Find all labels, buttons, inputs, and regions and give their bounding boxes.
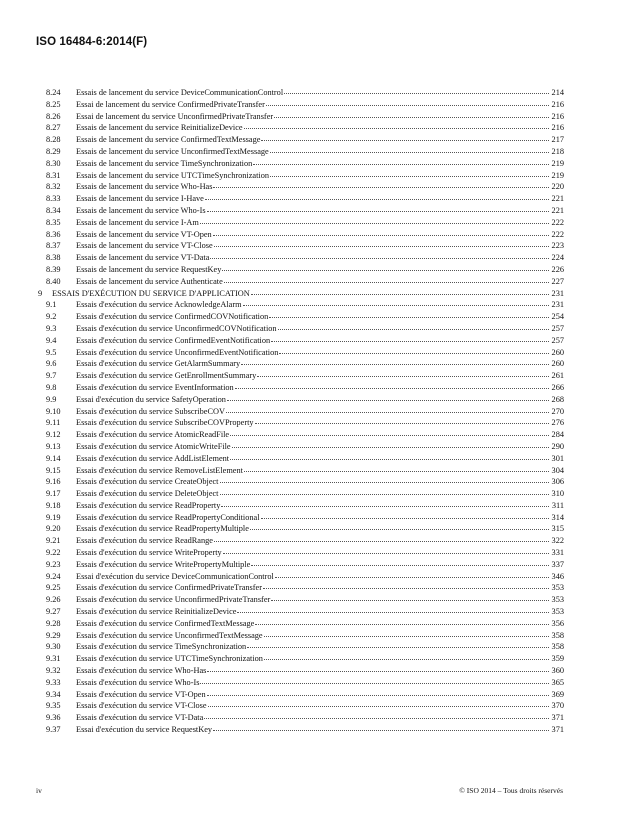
toc-entry-number: 9.2 xyxy=(46,312,57,322)
toc-entry-number: 9.25 xyxy=(46,583,61,593)
toc-entry-title: Essais d'exécution du service WritePropertyMultiple xyxy=(76,559,251,569)
toc-entry-page: 260 xyxy=(551,347,564,357)
toc-entry-number: 9.27 xyxy=(46,607,61,617)
toc-entry-title: Essais d'exécution du service UnconfirmedPrivateTransfer xyxy=(76,595,271,605)
toc-entry-page: 266 xyxy=(551,382,564,392)
toc-entry-number: 8.40 xyxy=(46,276,61,286)
toc-entry[interactable] xyxy=(46,723,564,735)
toc-entry-page: 314 xyxy=(551,512,564,522)
toc-entry-number: 9.30 xyxy=(46,642,61,652)
toc-entry-page: 216 xyxy=(551,123,564,133)
toc-entry-page: 231 xyxy=(551,300,564,310)
toc-entry-number: 8.27 xyxy=(46,123,61,133)
toc-entry-number: 8.33 xyxy=(46,194,61,204)
document-header: ISO 16484-6:2014(F) xyxy=(36,36,148,48)
toc-entry-title: Essais d'exécution du service Who-Is xyxy=(76,677,200,687)
toc-entry-number: 9.34 xyxy=(46,689,61,699)
toc-leader-dots xyxy=(263,580,549,589)
toc-entry-number: 9.28 xyxy=(46,618,61,628)
toc-entry-number: 8.31 xyxy=(46,170,61,180)
toc-entry-number: 9.13 xyxy=(46,441,61,451)
toc-leader-dots xyxy=(210,250,549,259)
toc-entry-number: 9.17 xyxy=(46,489,61,499)
toc-leader-dots xyxy=(207,687,549,696)
toc-entry-page: 370 xyxy=(551,701,564,711)
toc-entry-page: 284 xyxy=(551,430,564,440)
toc-entry-title: Essais d'exécution du service EventInformation xyxy=(76,382,234,392)
toc-entry-page: 222 xyxy=(551,217,564,227)
toc-leader-dots xyxy=(200,675,549,684)
toc-leader-dots xyxy=(247,639,549,648)
toc-entry-page: 220 xyxy=(551,182,564,192)
toc-entry-title: Essais d'exécution du service UnconfirmedEventNotification xyxy=(76,347,279,357)
toc-entry-page: 257 xyxy=(551,323,564,333)
toc-entry-page: 360 xyxy=(551,666,564,676)
toc-entry-page: 358 xyxy=(551,642,564,652)
table-of-contents xyxy=(38,86,564,735)
toc-leader-dots xyxy=(208,698,549,707)
toc-entry-title: Essais d'exécution du service SubscribeCOV xyxy=(76,406,225,416)
toc-leader-dots xyxy=(200,215,549,224)
toc-entry-number: 8.38 xyxy=(46,253,61,263)
toc-entry-page: 268 xyxy=(551,394,564,404)
toc-entry-page: 306 xyxy=(551,477,564,487)
toc-entry-title: Essais de lancement du service UnconfirmedTextMessage xyxy=(76,146,269,156)
toc-leader-dots xyxy=(207,663,549,672)
toc-entry-number: 8.28 xyxy=(46,135,61,145)
toc-entry-title: Essais de lancement du service ConfirmedTextMessage xyxy=(76,135,261,145)
toc-entry-title: Essais d'exécution du service ConfirmedCOVNotification xyxy=(76,312,269,322)
toc-entry-page: 365 xyxy=(551,677,564,687)
page-number: iv xyxy=(36,786,42,795)
toc-entry-page: 359 xyxy=(551,654,564,664)
toc-entry-page: 301 xyxy=(551,453,564,463)
toc-leader-dots xyxy=(204,710,549,719)
toc-entry-title: Essais de lancement du service VT-Close xyxy=(76,241,213,251)
toc-entry-number: 9.26 xyxy=(46,595,61,605)
toc-leader-dots xyxy=(261,510,549,519)
toc-entry-page: 353 xyxy=(551,583,564,593)
toc-entry-title: Essais de lancement du service VT-Data xyxy=(76,253,210,263)
toc-entry-title: Essais d'exécution du service AddListElement xyxy=(76,453,230,463)
toc-leader-dots xyxy=(230,427,549,436)
toc-entry-title: Essais d'exécution du service GetAlarmSummary xyxy=(76,359,241,369)
toc-entry-page: 217 xyxy=(551,135,564,145)
toc-leader-dots xyxy=(214,533,549,542)
toc-entry-title: Essais d'exécution du service AcknowledgeAlarm xyxy=(76,300,242,310)
toc-entry-number: 9.23 xyxy=(46,559,61,569)
toc-entry-title: Essais d'exécution du service VT-Open xyxy=(76,689,206,699)
toc-entry-number: 9.15 xyxy=(46,465,61,475)
toc-entry-page: 337 xyxy=(551,559,564,569)
toc-entry-number: 9.9 xyxy=(46,394,57,404)
toc-entry-number: 9.20 xyxy=(46,524,61,534)
toc-entry-number: 9.8 xyxy=(46,382,57,392)
toc-entry-page: 231 xyxy=(551,288,564,298)
toc-leader-dots xyxy=(220,486,550,495)
toc-entry-title: Essais d'exécution du service VT-Close xyxy=(76,701,207,711)
toc-leader-dots xyxy=(207,203,549,212)
toc-entry-page: 218 xyxy=(551,146,564,156)
toc-leader-dots xyxy=(226,404,549,413)
toc-entry-title: Essai de lancement du service UnconfirmedPrivateTransfer xyxy=(76,111,274,121)
toc-leader-dots xyxy=(243,297,549,306)
toc-leader-dots xyxy=(241,356,549,365)
toc-entry-title: Essais d'exécution du service DeleteObject xyxy=(76,489,219,499)
toc-entry-number: 9.36 xyxy=(46,713,61,723)
toc-entry-number: 9.7 xyxy=(46,371,57,381)
toc-leader-dots xyxy=(220,474,550,483)
toc-leader-dots xyxy=(213,227,549,236)
toc-entry-title: Essais d'exécution du service ReadRange xyxy=(76,536,213,546)
toc-entry-title: Essais d'exécution du service SubscribeCOVProperty xyxy=(76,418,254,428)
toc-entry-title: Essais d'exécution du service Who-Has xyxy=(76,666,207,676)
toc-leader-dots xyxy=(271,333,549,342)
toc-entry-title: Essais d'exécution du service ReadProperty xyxy=(76,500,221,510)
toc-leader-dots xyxy=(214,238,549,247)
toc-entry-page: 371 xyxy=(551,713,564,723)
toc-entry-page: 226 xyxy=(551,264,564,274)
toc-leader-dots xyxy=(224,274,549,283)
toc-entry-title: Essais d'exécution du service UnconfirmedTextMessage xyxy=(76,630,263,640)
toc-entry-page: 310 xyxy=(551,489,564,499)
toc-leader-dots xyxy=(227,392,549,401)
toc-leader-dots xyxy=(205,191,549,200)
toc-entry-number: 9.12 xyxy=(46,430,61,440)
toc-entry-number: 9.22 xyxy=(46,548,61,558)
toc-entry-number: 8.36 xyxy=(46,229,61,239)
toc-leader-dots xyxy=(232,439,549,448)
toc-entry-page: 331 xyxy=(551,548,564,558)
toc-entry-title: Essais de lancement du service RequestKey xyxy=(76,264,222,274)
toc-entry-page: 221 xyxy=(551,205,564,215)
toc-entry-title: Essais d'exécution du service ReinitializeDevice xyxy=(76,607,237,617)
toc-entry-number: 9.1 xyxy=(46,300,57,310)
toc-entry-title: Essais d'exécution du service UTCTimeSynchronization xyxy=(76,654,263,664)
toc-entry-page: 260 xyxy=(551,359,564,369)
copyright-notice: © ISO 2014 – Tous droits réservés xyxy=(459,786,563,795)
toc-leader-dots xyxy=(279,345,549,354)
toc-leader-dots xyxy=(275,569,549,578)
toc-entry-title: Essais d'exécution du service AtomicReadFile xyxy=(76,430,230,440)
toc-entry-title: Essais d'exécution du service TimeSynchronization xyxy=(76,642,247,652)
toc-entry-title: Essais de lancement du service TimeSynchronization xyxy=(76,158,253,168)
toc-entry-page: 304 xyxy=(551,465,564,475)
toc-leader-dots xyxy=(244,463,549,472)
toc-leader-dots xyxy=(251,557,549,566)
toc-entry-number: 9.14 xyxy=(46,453,61,463)
toc-entry-title: Essais de lancement du service Who-Is xyxy=(76,205,206,215)
toc-entry-number: 8.29 xyxy=(46,146,61,156)
toc-entry-number: 9.33 xyxy=(46,677,61,687)
toc-entry-page: 276 xyxy=(551,418,564,428)
toc-entry-title: Essai d'exécution du service RequestKey xyxy=(76,725,213,735)
toc-entry-page: 214 xyxy=(551,88,564,97)
toc-leader-dots xyxy=(271,592,549,601)
toc-entry-number: 8.39 xyxy=(46,264,61,274)
toc-leader-dots xyxy=(213,179,549,188)
toc-entry-page: 315 xyxy=(551,524,564,534)
toc-entry-number: 9.5 xyxy=(46,347,57,357)
toc-entry-title: Essais de lancement du service I-Am xyxy=(76,217,199,227)
toc-leader-dots xyxy=(213,722,549,731)
toc-entry-number: 9.19 xyxy=(46,512,61,522)
toc-entry-page: 254 xyxy=(551,312,564,322)
toc-entry-title: Essais de lancement du service I-Have xyxy=(76,194,204,204)
toc-entry-page: 322 xyxy=(551,536,564,546)
toc-entry-title: Essais d'exécution du service ConfirmedEventNotification xyxy=(76,335,271,345)
toc-entry-page: 358 xyxy=(551,630,564,640)
toc-entry-number: 9.35 xyxy=(46,701,61,711)
toc-entry-title: Essais de lancement du service UTCTimeSynchronization xyxy=(76,170,270,180)
toc-entry-number: 9.16 xyxy=(46,477,61,487)
toc-leader-dots xyxy=(237,604,549,613)
toc-entry-number: 9.11 xyxy=(46,418,61,428)
toc-entry-number: 8.30 xyxy=(46,158,61,168)
toc-entry-title: Essais de lancement du service DeviceCommunicationControl xyxy=(76,88,284,97)
toc-entry-number: 9 xyxy=(38,288,43,298)
toc-leader-dots xyxy=(257,368,549,377)
toc-entry-page: 219 xyxy=(551,170,564,180)
toc-leader-dots xyxy=(251,286,549,295)
toc-entry-number: 8.37 xyxy=(46,241,61,251)
toc-entry-number: 9.29 xyxy=(46,630,61,640)
toc-entry-page: 223 xyxy=(551,241,564,251)
toc-leader-dots xyxy=(235,380,549,389)
toc-entry-page: 216 xyxy=(551,111,564,121)
toc-entry-page: 369 xyxy=(551,689,564,699)
toc-leader-dots xyxy=(223,545,549,554)
toc-entry-page: 353 xyxy=(551,607,564,617)
toc-entry-number: 9.21 xyxy=(46,536,61,546)
toc-entry-number: 9.31 xyxy=(46,654,61,664)
toc-leader-dots xyxy=(266,97,549,106)
toc-entry-number: 8.26 xyxy=(46,111,61,121)
toc-entry-page: 356 xyxy=(551,618,564,628)
toc-leader-dots xyxy=(270,144,549,153)
toc-entry-page: 224 xyxy=(551,253,564,263)
toc-entry-number: 8.24 xyxy=(46,88,61,97)
toc-leader-dots xyxy=(250,521,549,530)
toc-entry-page: 216 xyxy=(551,99,564,109)
toc-entry-title: Essais de lancement du service Who-Has xyxy=(76,182,213,192)
toc-leader-dots xyxy=(222,262,549,271)
toc-entry-number: 9.3 xyxy=(46,323,57,333)
toc-entry-title: Essais d'exécution du service ConfirmedPrivateTransfer xyxy=(76,583,262,593)
toc-leader-dots xyxy=(255,616,549,625)
toc-entry-title: Essais d'exécution du service ConfirmedTextMessage xyxy=(76,618,255,628)
toc-entry-page: 221 xyxy=(551,194,564,204)
toc-leader-dots xyxy=(264,651,549,660)
toc-entry-title: Essais d'exécution du service ReadPropertyConditional xyxy=(76,512,260,522)
toc-entry-page: 311 xyxy=(551,500,564,510)
toc-entry-title: Essais d'exécution du service RemoveListElement xyxy=(76,465,243,475)
toc-entry-title: Essais d'exécution du service UnconfirmedCOVNotification xyxy=(76,323,277,333)
toc-leader-dots xyxy=(230,451,549,460)
toc-entry-title: Essais d'exécution du service ReadPropertyMultiple xyxy=(76,524,249,534)
toc-entry-title: Essais de lancement du service VT-Open xyxy=(76,229,212,239)
toc-leader-dots xyxy=(270,168,549,177)
toc-entry-page: 270 xyxy=(551,406,564,416)
toc-entry-page: 219 xyxy=(551,158,564,168)
toc-leader-dots xyxy=(255,415,549,424)
toc-entry-page: 371 xyxy=(551,725,564,735)
toc-leader-dots xyxy=(261,132,549,141)
toc-entry-title: Essai d'exécution du service SafetyOperation xyxy=(76,394,226,404)
toc-entry-number: 8.34 xyxy=(46,205,61,215)
toc-entry-number: 9.6 xyxy=(46,359,57,369)
toc-entry-title: Essai d'exécution du service DeviceCommunicationControl xyxy=(76,571,274,581)
toc-entry-title: Essais de lancement du service Authenticate xyxy=(76,276,223,286)
toc-entry-number: 8.25 xyxy=(46,99,61,109)
toc-entry-number: 9.4 xyxy=(46,335,57,345)
toc-entry-title: Essais d'exécution du service CreateObject xyxy=(76,477,219,487)
toc-entry-page: 346 xyxy=(551,571,564,581)
toc-entry-title: Essais d'exécution du service VT-Data xyxy=(76,713,204,723)
toc-entry-page: 353 xyxy=(551,595,564,605)
toc-leader-dots xyxy=(221,498,549,507)
toc-entry-number: 8.32 xyxy=(46,182,61,192)
toc-entry-number: 8.35 xyxy=(46,217,61,227)
toc-entry-title: Essais d'exécution du service GetEnrollmentSummary xyxy=(76,371,257,381)
toc-entry-page: 261 xyxy=(551,371,564,381)
toc-leader-dots xyxy=(253,156,549,165)
toc-leader-dots xyxy=(274,109,549,118)
toc-entry-title: ESSAIS D'EXÉCUTION DU SERVICE D'APPLICATION xyxy=(52,288,250,298)
toc-entry-number: 9.24 xyxy=(46,571,61,581)
toc-leader-dots xyxy=(284,85,549,94)
toc-leader-dots xyxy=(269,309,549,318)
toc-entry-number: 9.10 xyxy=(46,406,61,416)
toc-entry-page: 222 xyxy=(551,229,564,239)
toc-entry-page: 227 xyxy=(551,276,564,286)
toc-entry-title: Essais d'exécution du service WriteProperty xyxy=(76,548,222,558)
toc-entry-number: 9.32 xyxy=(46,666,61,676)
toc-entry-number: 9.37 xyxy=(46,725,61,735)
toc-leader-dots xyxy=(278,321,549,330)
toc-entry-title: Essai de lancement du service ConfirmedPrivateTransfer xyxy=(76,99,265,109)
toc-leader-dots xyxy=(264,628,549,637)
toc-entry-page: 290 xyxy=(551,441,564,451)
toc-entry-number: 9.18 xyxy=(46,500,61,510)
toc-entry-page: 257 xyxy=(551,335,564,345)
toc-entry-title: Essais d'exécution du service AtomicWriteFile xyxy=(76,441,231,451)
toc-entry-title: Essais de lancement du service ReinitializeDevice xyxy=(76,123,243,133)
toc-leader-dots xyxy=(244,120,549,129)
